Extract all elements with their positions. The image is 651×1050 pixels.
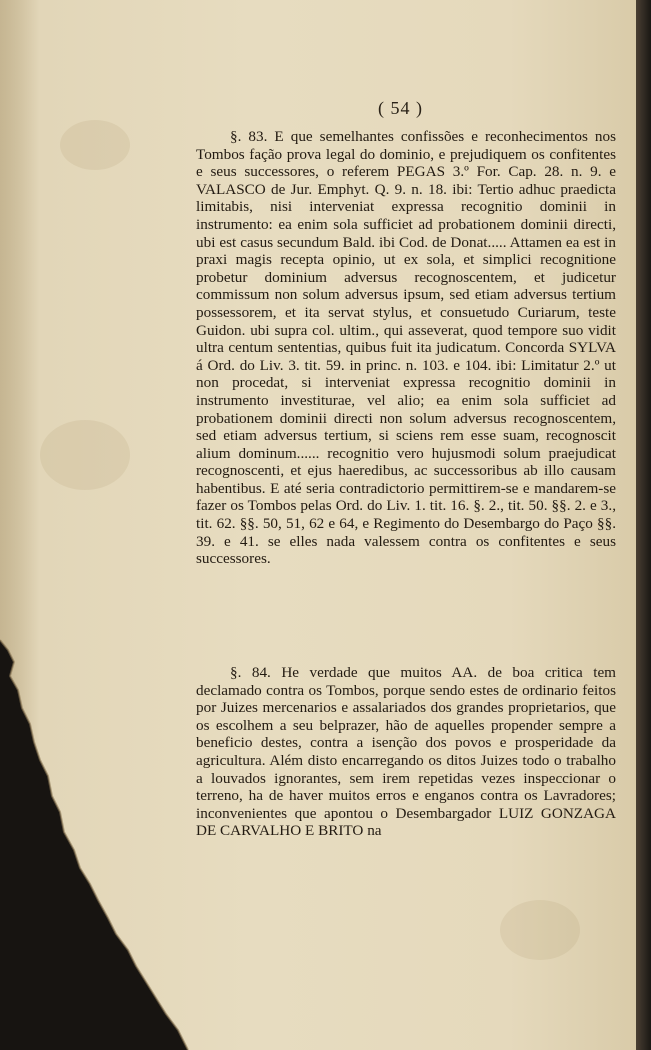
paper-stain <box>40 420 130 490</box>
paragraph-section-83 <box>196 128 616 568</box>
binding-shadow <box>636 0 651 1050</box>
page-number: ( 54 ) <box>378 98 423 118</box>
paragraph-text: §. 83. E que semelhantes confissões e reconhecimentos nos Tombos fação prova legal do dominio, e prejudiquem os confitentes e seus successores, o referem PEGAS 3.º For. Cap. 28. n. 9. e VALASCO de Jur. Emphyt. Q. 9. n. 18. ibi: Tertio adhuc praedicta limitabis, nisi interveniat expressa recognitio dominii in instrumento: ea enim sola sufficiet ad probationem dominii directi, ubi est casus secundum Bald. ibi Cod. de Donat..... Attamen ea est in praxi magis recepta opinio, ut ex sola, et simplici recognitione probetur dominium adversus recognoscentem, et judicetur commissum non solum adversus ipsum, sed etiam adversus tertium possessorem, et ita servat stylus, et consuetudo Curiarum, teste Guidon. ubi supra col. ultim., qui asseverat, quod tempore suo vidit ultra centum sententias, quibus fuit ita judicatum. Concorda SYLVA á Ord. do Liv. 3. tit. 59. in princ. n. 103. e 104. ibi: Limitatur 2.º ut non procedat, si interveniat expressa recognitio dominii in instrumento investiturae, vel alio; ea enim sola sufficiet ad probationem dominii directi non solum adversus recognoscentem, sed etiam adversus tertium, si sciens rem esse suam, recognoscit alium dominum...... recognitio vero hujusmodi solum praejudicat recognoscenti, et ejus haeredibus, ac successoribus ab illo causam habentibus. E até seria contradictorio permittirem-se e mandarem-se fazer os Tombos pelas Ord. do Liv. 1. tit. 16. §. 2., tit. 50. §§. 2. e 3., tit. 62. §§. 50, 51, 62 e 64, e Regimento do Desembargo do Paço §§. 39. e 41. se elles nada valessem contra os confitentes e seus successores. <box>196 128 616 568</box>
paper-stain <box>60 120 130 170</box>
paragraph-section-84 <box>196 664 616 840</box>
paragraph-text: §. 84. He verdade que muitos AA. de boa critica tem declamado contra os Tombos, porque sendo estes de ordinario feitos por Juizes mercenarios e assalariados dos grandes proprietarios, que os escolhem a seu belprazer, hão de aquelles propender sempre a beneficio destes, contra a isenção dos povos e prosperidade da agricultura. Além disto encarregando os ditos Juizes todo o trabalho a louvados ignorantes, sem irem repetidas vezes inspeccionar o terreno, ha de haver muitos erros e enganos contra os Lavradores; inconvenientes que apontou o Desembargador LUIZ GONZAGA DE CARVALHO E BRITO na <box>196 664 616 840</box>
paper-stain <box>500 900 580 960</box>
